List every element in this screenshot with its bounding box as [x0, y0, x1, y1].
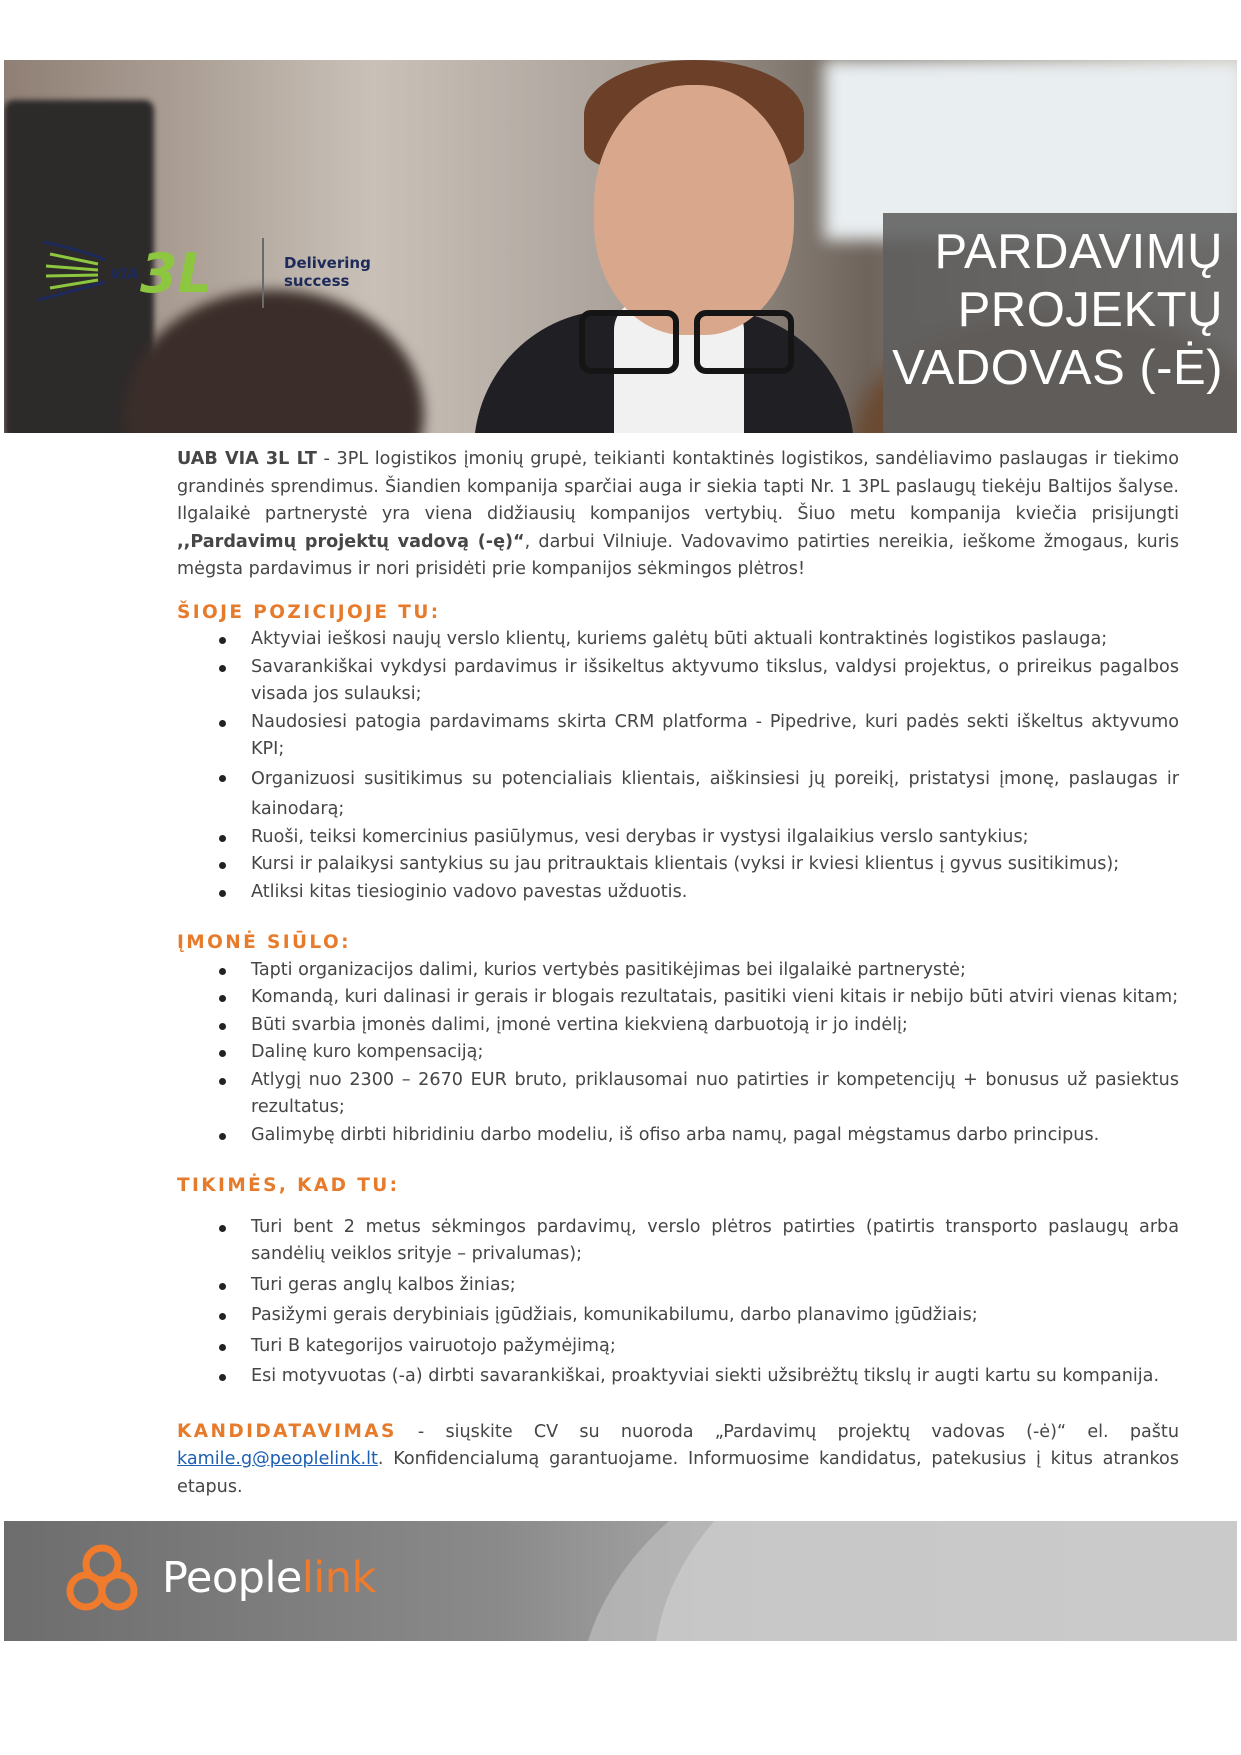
list-item: Kursi ir palaikysi santykius su jau pritrauktais klientais (vyksi ir kviesi klientus į gyvus susitikimus);	[177, 851, 1179, 879]
hero-person-head	[594, 85, 794, 335]
list-item: Turi geras anglų kalbos žinias;	[177, 1272, 1179, 1300]
job-title-line-2: PROJEKTŲ	[957, 283, 1223, 337]
via3l-logo-mark-icon	[36, 230, 256, 320]
list-item: Pasižymi gerais derybiniais įgūdžiais, komunikabilumu, darbo planavimo įgūdžiais;	[177, 1302, 1179, 1330]
list-item: Būti svarbia įmonės dalimi, įmonė vertina kiekvieną darbuotoją ir jo indėlį;	[177, 1012, 1179, 1040]
list-item: Esi motyvuotas (-a) dirbti savarankiškai, proaktyviai siekti užsibrėžtų tikslų ir augti kartu su kompanija.	[177, 1363, 1179, 1391]
list-item: Ruoši, teiksi komercinius pasiūlymus, vesi derybas ir vystysi ilgalaikius verslo santykius;	[177, 824, 1179, 852]
list-item: Turi bent 2 metus sėkmingos pardavimų, verslo plėtros patirties (patirtis transporto paslaugų arba sandėlių veiklos srityje – privalumas);	[177, 1214, 1179, 1269]
section-title-requirements: TIKIMĖS, KAD TU:	[177, 1175, 400, 1196]
job-description	[177, 446, 1179, 1501]
footer-decor-arc-2	[654, 1521, 1237, 1641]
via3l-logo-divider	[262, 238, 264, 308]
intro-position-name: ,,Pardavimų projektų vadovą (-ę)“	[177, 531, 525, 552]
application-text-1: - siųskite CV su nuoroda „Pardavimų projektų vadovas (-ė)“ el. paštu	[396, 1421, 1179, 1442]
section-title-offer: ĮMONĖ SIŪLO:	[177, 932, 351, 953]
via3l-tagline-line2: success	[284, 272, 350, 290]
job-title-line-3: VADOVAS (-Ė)	[892, 341, 1223, 395]
brand-main: People	[162, 1553, 302, 1603]
list-item: Dalinę kuro kompensaciją;	[177, 1039, 1179, 1067]
list-item: Atliksi kitas tiesioginio vadovo pavestas užduotis.	[177, 879, 1179, 907]
via3l-logo	[36, 230, 376, 320]
hero-person-glasses	[579, 310, 799, 370]
responsibilities-list	[177, 626, 1179, 906]
list-item: Naudosiesi patogia pardavimams skirta CRM platforma - Pipedrive, kuri padės sekti iškeltus aktyvumo KPI;	[177, 709, 1179, 764]
via3l-logo-tagline	[284, 254, 371, 290]
intro-paragraph	[177, 446, 1179, 584]
list-item: Tapti organizacijos dalimi, kurios vertybės pasitikėjimas bei ilgalaikė partnerystė;	[177, 957, 1179, 985]
application-label: KANDIDATAVIMAS	[177, 1420, 397, 1442]
via3l-logo-via-text: VIA	[110, 265, 139, 283]
list-item: Organizuosi susitikimus su potencialiais klientais, aiškinsiesi jų poreikį, pristatysi įmonę, paslaugas ir kainodarą;	[177, 764, 1179, 824]
application-text-2: . Konfidencialumą garantuojame. Informuosime kandidatus, patekusius į kitus atrankos etapus.	[177, 1449, 1179, 1497]
brand-accent: link	[301, 1553, 376, 1603]
section-title-responsibilities: ŠIOJE POZICIJOJE TU:	[177, 601, 441, 623]
list-item: Galimybę dirbti hibridiniu darbo modeliu, iš ofiso arba namų, pagal mėgstamus darbo principus.	[177, 1122, 1179, 1150]
footer-banner	[4, 1521, 1237, 1641]
list-item: Aktyviai ieškosi naujų verslo klientų, kuriems galėtų būti aktuali kontraktinės logistikos paslauga;	[177, 626, 1179, 654]
list-item: Komandą, kuri dalinasi ir gerais ir blogais rezultatais, pasitiki vieni kitais ir nebijo būti atviri vienas kitam;	[177, 984, 1179, 1012]
application-paragraph	[177, 1418, 1179, 1502]
intro-company-name: UAB VIA 3L LT	[177, 449, 317, 469]
requirements-list	[177, 1214, 1179, 1391]
peoplelink-brand	[162, 1553, 376, 1603]
list-item: Savarankiškai vykdysi pardavimus ir išsikeltus aktyvumo tikslus, valdysi projektus, o prireikus pagalbos visada jos sulauksi;	[177, 654, 1179, 709]
application-email-link[interactable]: kamile.g@peoplelink.lt	[177, 1449, 378, 1469]
job-title-line-1: PARDAVIMŲ	[934, 225, 1223, 279]
peoplelink-logo-icon	[62, 1539, 142, 1619]
intro-text-2: , darbui Vilniuje. Vadovavimo patirties nereikia, ieškome žmogaus, kuris mėgsta pardavimus ir nori prisidėti prie kompanijos sėkmingos plėtros!	[177, 531, 1179, 579]
via3l-tagline-line1: Delivering	[284, 254, 371, 272]
via3l-logo-3l-text: 3L	[140, 242, 212, 305]
offer-list	[177, 957, 1179, 1150]
intro-text-1: - 3PL logistikos įmonių grupė, teikianti kontaktinės logistikos, sandėliavimo paslaugas ir tiekimo grandinės sprendimus. Šiandien kompanija sparčiai auga ir siekia tapti Nr. 1 3PL paslaugų tiekėju Baltijos šalyse. Ilgalaikė partnerystė yra viena didžiausių kompanijos vertybių. Šiuo metu kompanija kviečia prisijungti	[177, 449, 1179, 524]
list-item: Atlygį nuo 2300 – 2670 EUR bruto, priklausomai nuo patirties ir kompetencijų + bonusus už pasiektus rezultatus;	[177, 1067, 1179, 1122]
job-title-box	[883, 213, 1237, 433]
job-title	[892, 223, 1223, 397]
list-item: Turi B kategorijos vairuotojo pažymėjimą;	[177, 1333, 1179, 1361]
